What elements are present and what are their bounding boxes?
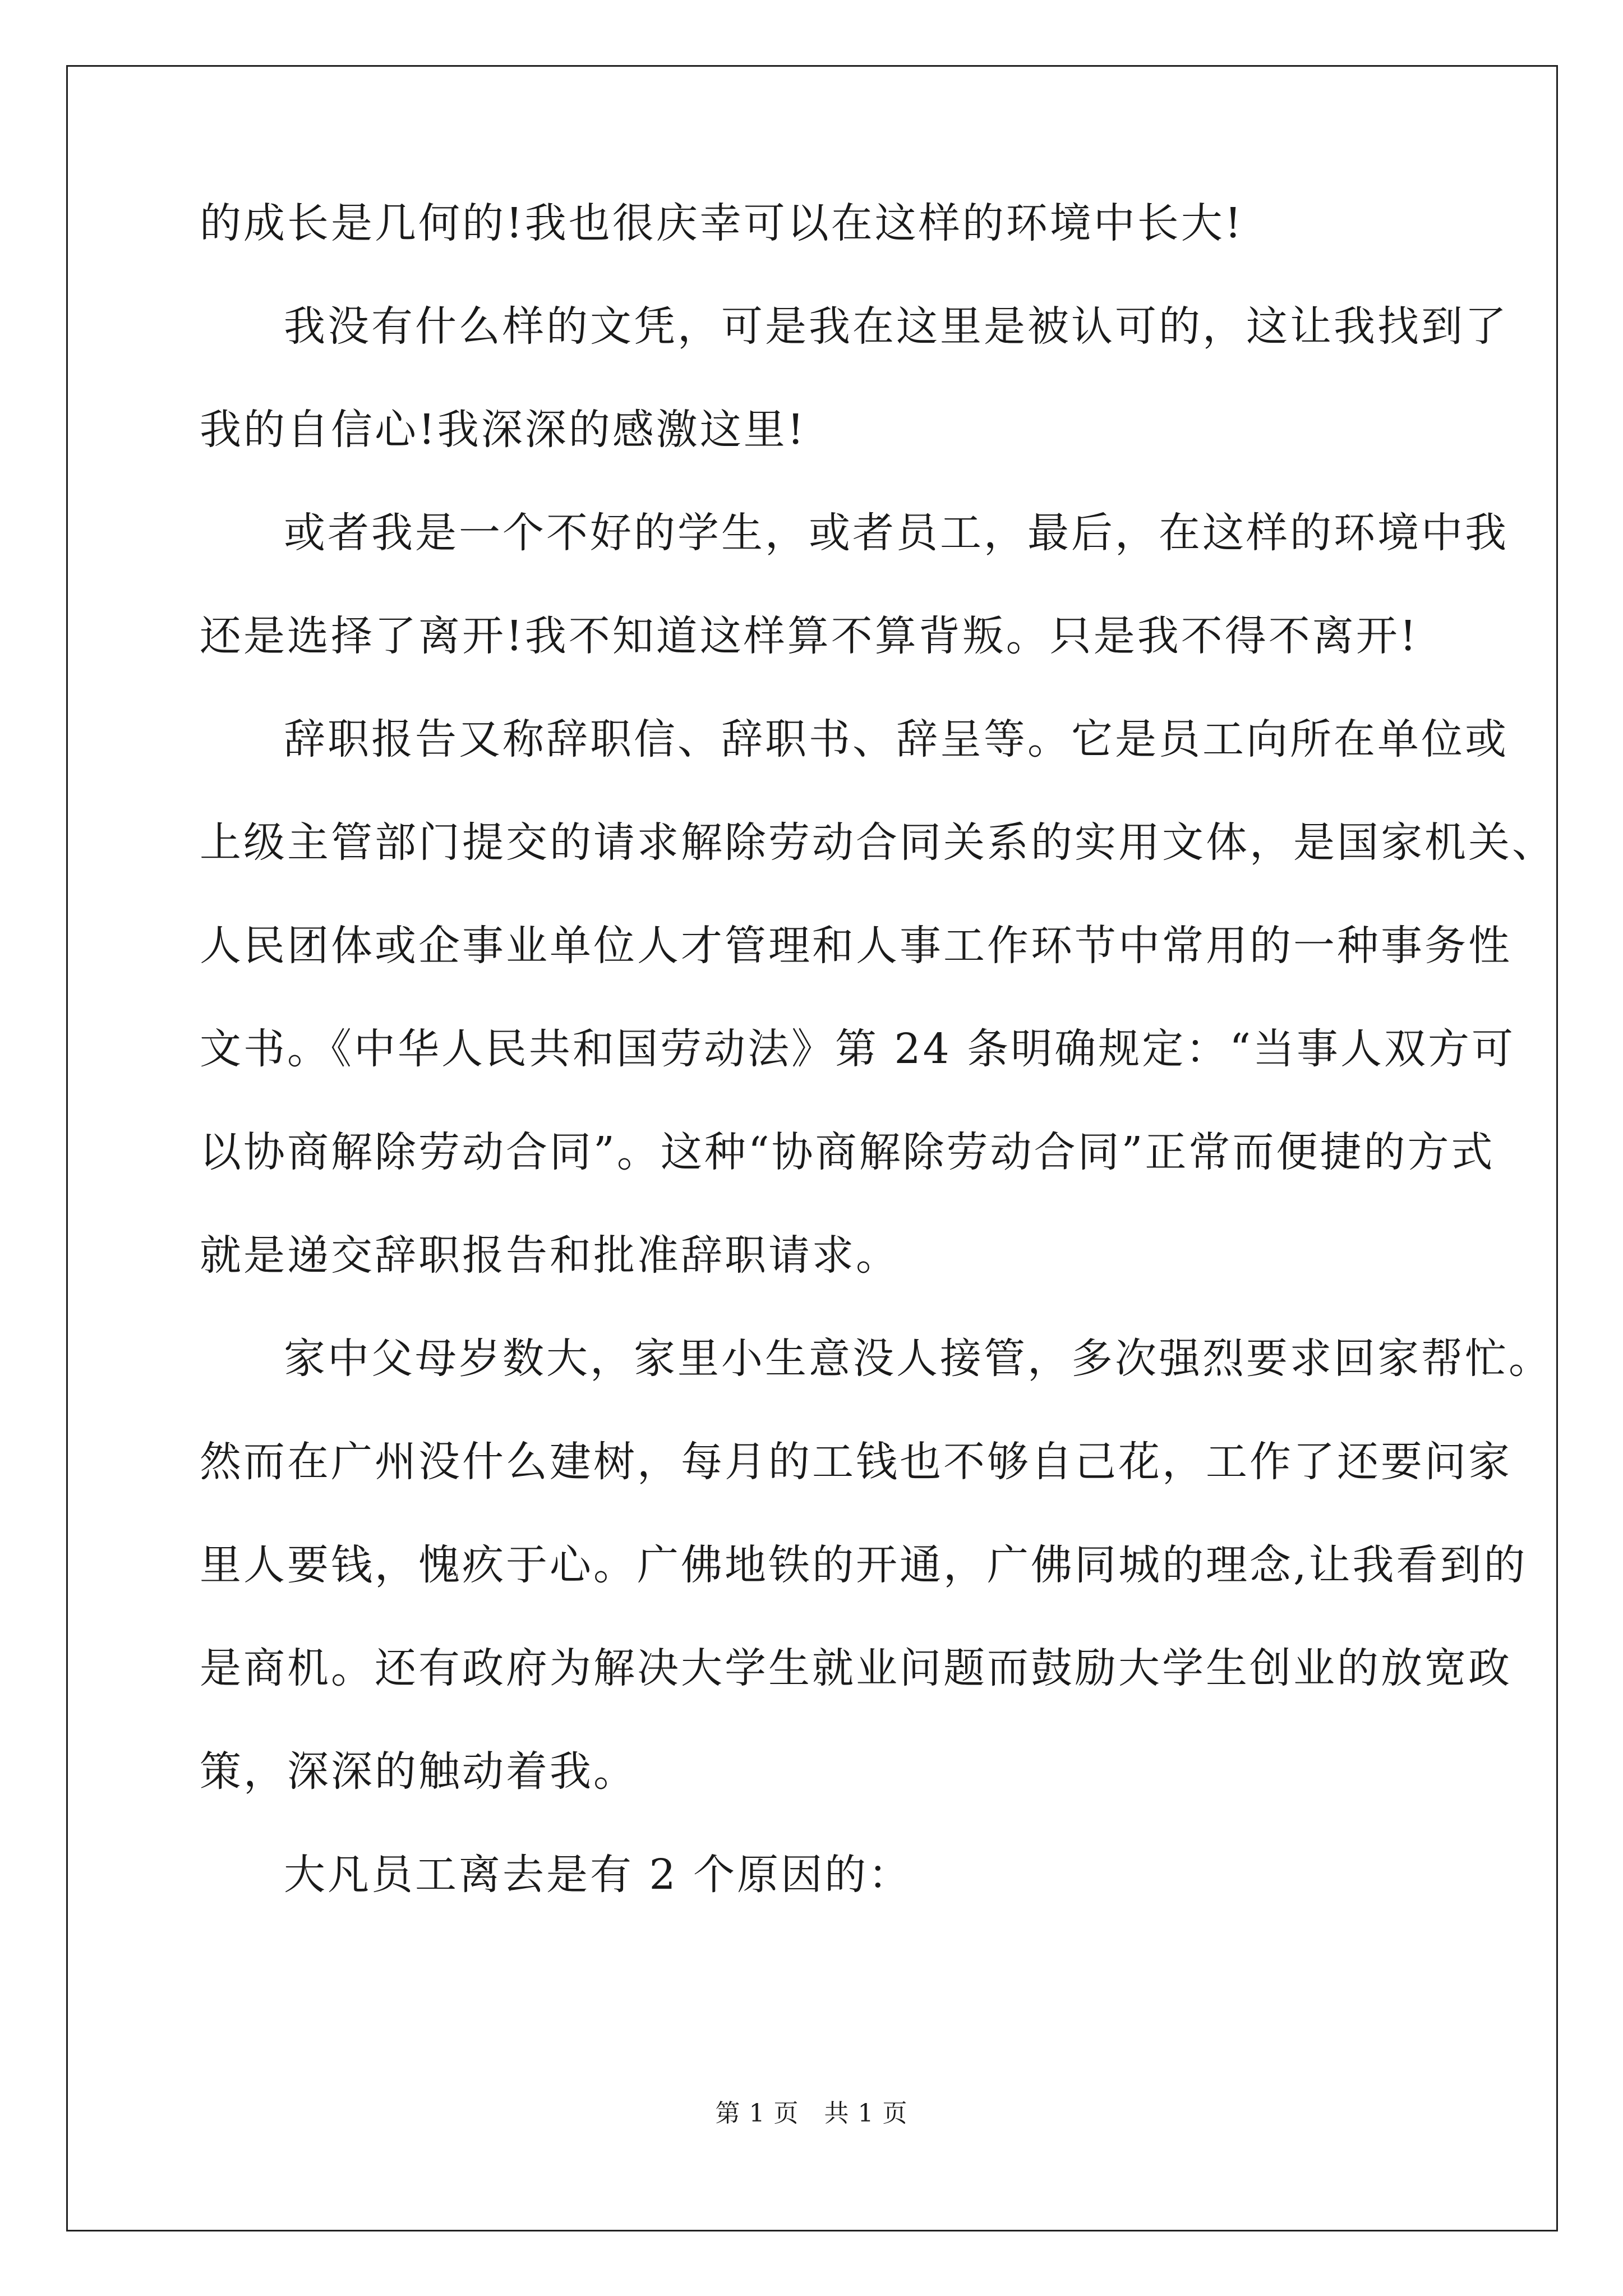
text-line: 上级主管部门提交的请求解除劳动合同关系的实用文体，是国家机关、 [200, 818, 1556, 867]
text-line: 的成长是几何的!我也很庆幸可以在这样的环境中长大! [200, 199, 1244, 247]
text-line: 是商机。还有政府为解决大学生就业问题而鼓励大学生创业的放宽政 [200, 1644, 1512, 1692]
text-line: 人民团体或企事业单位人才管理和人事工作环节中常用的一种事务性 [200, 922, 1512, 970]
text-line: 以协商解除劳动合同”。这种“协商解除劳动合同”正常而便捷的方式 [200, 1128, 1495, 1176]
page-footer: 第 1 页 共 1 页 [715, 2099, 908, 2128]
text-line: 还是选择了离开!我不知道这样算不算背叛。只是我不得不离开! [200, 612, 1419, 660]
text-line: 里人要钱，愧疚于心。广佛地铁的开通，广佛同城的理念,让我看到的 [200, 1541, 1528, 1589]
paragraph-start-line: 我没有什么样的文凭，可是我在这里是被认可的，这让我找到了 [284, 302, 1509, 351]
text-line: 策，深深的触动着我。 [200, 1747, 637, 1796]
text-line: 就是递交辞职报告和批准辞职请求。 [200, 1231, 900, 1280]
paragraph-start-line: 辞职报告又称辞职信、辞职书、辞呈等。它是员工向所在单位或 [284, 715, 1509, 763]
paragraph-start-line: 家中父母岁数大，家里小生意没人接管，多次强烈要求回家帮忙。 [284, 1335, 1552, 1383]
text-line: 然而在广州没什么建树，每月的工钱也不够自己花，工作了还要问家 [200, 1438, 1512, 1486]
text-line: 文书。《中华人民共和国劳动法》第 24 条明确规定：“当事人双方可 [200, 1025, 1516, 1073]
paragraph-start-line: 大凡员工离去是有 2 个原因的： [284, 1851, 912, 1899]
paragraph-start-line: 或者我是一个不好的学生，或者员工，最后，在这样的环境中我 [284, 509, 1509, 557]
text-line: 我的自信心!我深深的感激这里! [200, 406, 806, 454]
